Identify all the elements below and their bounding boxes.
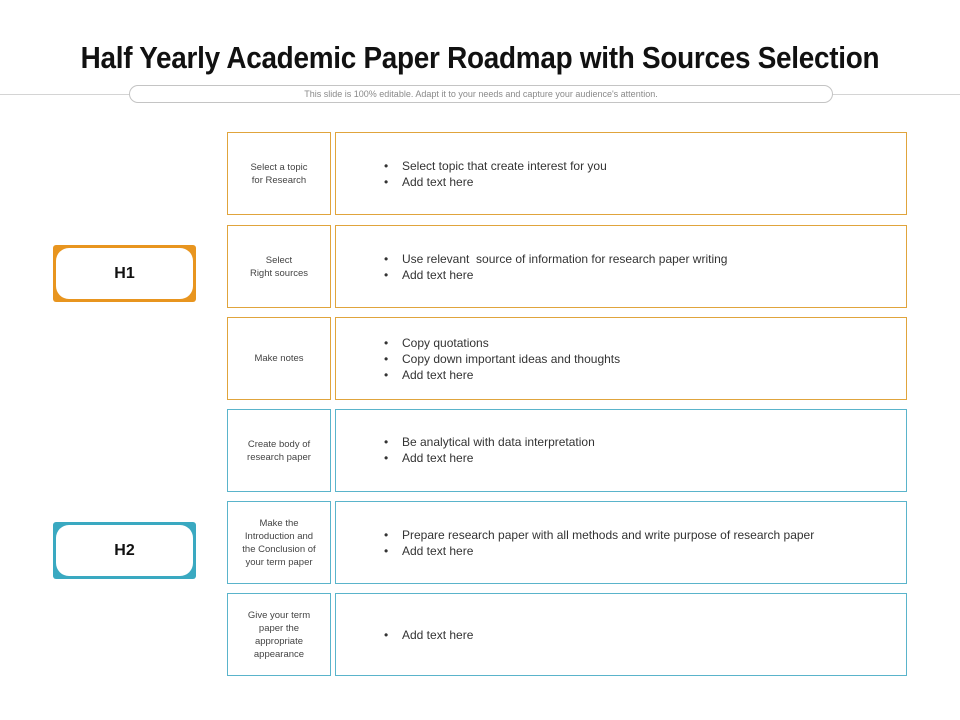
slide-title: Half Yearly Academic Paper Roadmap with Sources Selection — [80, 40, 880, 75]
bullet-list — [384, 335, 620, 383]
roadmap-row-5 — [227, 501, 909, 584]
step-label: Make the Introduction and the Conclusion of your term paper — [227, 501, 331, 584]
step-content — [335, 225, 907, 308]
bullet-item: • Select topic that create interest for you — [384, 158, 607, 174]
h2-badge — [53, 522, 196, 579]
step-label: Create body of research paper — [227, 409, 331, 492]
step-content — [335, 409, 907, 492]
bullet-item: • Add text here — [384, 267, 727, 283]
step-label: Make notes — [227, 317, 331, 400]
bullet-list — [384, 627, 473, 643]
step-content — [335, 501, 907, 584]
roadmap-row-1 — [227, 132, 909, 215]
roadmap-row-4 — [227, 409, 909, 492]
h2-label: H2 — [56, 525, 193, 576]
step-label: Select Right sources — [227, 225, 331, 308]
step-label: Select a topic for Research — [227, 132, 331, 215]
bullet-item: • Add text here — [384, 174, 607, 190]
roadmap-row-3 — [227, 317, 909, 400]
step-label: Give your term paper the appropriate appearance — [227, 593, 331, 676]
subtitle-banner: This slide is 100% editable. Adapt it to your needs and capture your audience's attention. — [129, 85, 833, 103]
h1-badge — [53, 245, 196, 302]
roadmap-row-2 — [227, 225, 909, 308]
bullet-item: • Add text here — [384, 367, 620, 383]
step-content — [335, 593, 907, 676]
bullet-list — [384, 527, 814, 559]
bullet-list — [384, 158, 607, 190]
bullet-list — [384, 251, 727, 283]
bullet-item: • Add text here — [384, 450, 595, 466]
bullet-item: • Add text here — [384, 543, 814, 559]
step-content — [335, 132, 907, 215]
bullet-item: • Prepare research paper with all methods and write purpose of research paper — [384, 527, 814, 543]
bullet-item: • Add text here — [384, 627, 473, 643]
bullet-item: • Use relevant source of information for research paper writing — [384, 251, 727, 267]
roadmap-row-6 — [227, 593, 909, 676]
bullet-item: • Copy down important ideas and thoughts — [384, 351, 620, 367]
bullet-item: • Be analytical with data interpretation — [384, 434, 595, 450]
bullet-list — [384, 434, 595, 466]
step-content — [335, 317, 907, 400]
h1-label: H1 — [56, 248, 193, 299]
bullet-item: • Copy quotations — [384, 335, 620, 351]
